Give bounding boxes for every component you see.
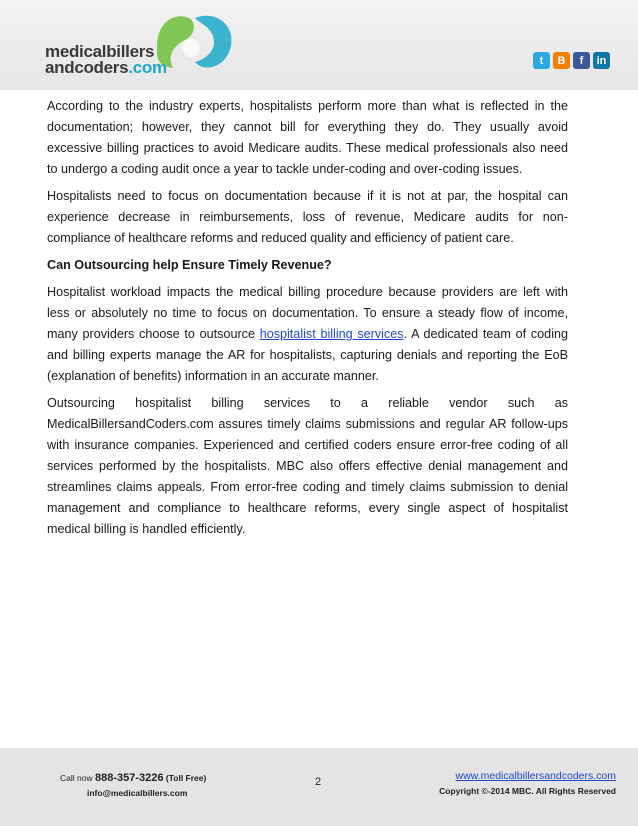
- website-link[interactable]: www.medicalbillersandcoders.com: [455, 770, 616, 782]
- logo-dotcom: .com: [128, 58, 167, 77]
- email-address[interactable]: info@medicalbillers.com: [87, 788, 188, 798]
- paragraph-3-end: . A dedicated team of coding and billing experts manage the AR for hospitalists, capturing denials and reporting the EoB (explanation of benefits) information in an accurate manner.: [47, 327, 568, 383]
- twitter-icon[interactable]: t: [533, 52, 550, 69]
- paragraph-4: Outsourcing hospitalist billing services to a reliable vendor such as MedicalBillersandCoders.com assures timely claims submissions and regular AR follow-ups with insurance companies. Experienced and certified coders ensure error-free coding of all services performed by the hospitalists. MBC also offers effective denial management and streamlines claims appeals. From error-free coding and timely claims submission to denial management and compliance to healthcare reforms, every single aspect of hospitalist medical billing is handled efficiently.: [47, 396, 568, 536]
- page-header: [0, 0, 638, 90]
- article-body: [47, 96, 568, 546]
- paragraph-3: [47, 282, 568, 387]
- page-number: 2: [315, 776, 322, 788]
- contact-info: [60, 772, 207, 798]
- company-logo-text: [45, 44, 167, 76]
- paragraph-2: Hospitalists need to focus on documentation because if it is not at par, the hospital can experience decrease in reimbursements, loss of revenue, Medicare audits for non-compliance of healthcare reforms and reduced quality and efficiency of patient care.: [47, 189, 568, 245]
- paragraph-1: According to the industry experts, hospitalists perform more than what is reflected in the documentation; however, they cannot bill for everything they do. They usually avoid excessive billing practices to avoid Medicare audits. These medical professionals also need to undergo a coding audit once a year to tackle under-coding and over-coding issues.: [47, 99, 568, 176]
- hospitalist-billing-link[interactable]: hospitalist billing services: [259, 327, 404, 341]
- copyright-text: Copyright ©-2014 MBC. All Rights Reserved: [439, 786, 616, 796]
- section-heading: Can Outsourcing help Ensure Timely Revenue?: [47, 258, 332, 272]
- toll-free-label: (Toll Free): [165, 773, 207, 783]
- facebook-icon[interactable]: f: [573, 52, 590, 69]
- paragraph-3-start: Hospitalist workload impacts the medical billing procedure because providers are left with less or absolutely no time to focus on documentation. To ensure a steady flow of income, many providers choose to outsource: [47, 285, 568, 341]
- logo-line1: medicalbillers: [45, 42, 155, 61]
- blogger-icon[interactable]: B: [553, 52, 570, 69]
- call-label: Call now: [60, 773, 93, 783]
- social-links: [533, 52, 610, 69]
- page-footer: [0, 748, 638, 826]
- linkedin-icon[interactable]: in: [593, 52, 610, 69]
- phone-number[interactable]: 888-357-3226: [94, 772, 164, 784]
- logo-line2: andcoders: [45, 58, 129, 77]
- footer-right: [439, 770, 616, 796]
